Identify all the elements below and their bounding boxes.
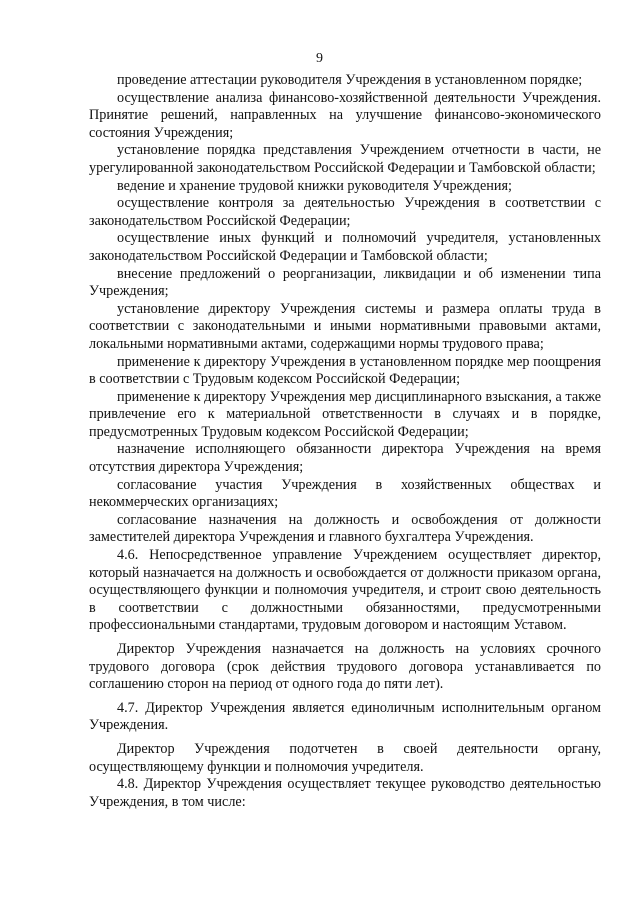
- paragraph-remuneration-system: установление директору Учреждения системы и размера оплаты труда в соответствии с законодательными и иными нормативными правовыми актами, локальными нормативными актами, содержащими нормы трудового права;: [89, 300, 601, 352]
- paragraph-section-4-6: 4.6. Непосредственное управление Учреждением осуществляет директор, который назначается на должность и освобождается от должности приказом органа, осуществляющего функции и полномочия учредителя, и строит свою деятельность в соответствии с должностными обязанностями, предусмотренными профессиональными стандартами, трудовым договором и настоящим Уставом.: [89, 547, 601, 634]
- paragraph-other-functions: осуществление иных функций и полномочий учредителя, установленных законодательством Российской Федерации и Тамбовской области;: [89, 230, 601, 264]
- paragraph-section-4-7: 4.7. Директор Учреждения является единоличным исполнительным органом Учреждения.: [89, 699, 601, 734]
- paragraph-participation-approval: согласование участия Учреждения в хозяйственных обществах и некоммерческих организациях;: [89, 476, 601, 511]
- paragraph-acting-director: назначение исполняющего обязанности директора Учреждения на время отсутствия директора Учреждения;: [89, 441, 601, 476]
- paragraph-section-4-8: 4.8. Директор Учреждения осуществляет текущее руководство деятельностью Учреждения, в том числе:: [89, 776, 601, 810]
- paragraph-attestation: проведение аттестации руководителя Учреждения в установленном порядке;: [117, 72, 583, 88]
- paragraph-director-accountability: Директор Учреждения подотчетен в своей деятельности органу, осуществляющему функции и полномочия учредителя.: [89, 740, 601, 775]
- paragraph-incentives: применение к директору Учреждения в установленном порядке мер поощрения в соответствии с Трудовым кодексом Российской Федерации;: [89, 353, 601, 388]
- paragraph-activity-control: осуществление контроля за деятельностью Учреждения в соответствии с законодательством Российской Федерации;: [89, 195, 601, 229]
- paragraph-reporting-procedure: установление порядка представления Учреждением отчетности в части, не урегулированной законодательством Российской Федерации и Тамбовской области;: [89, 142, 601, 176]
- paragraph-financial-analysis: осуществление анализа финансово-хозяйственной деятельности Учреждения. Принятие решений, направленных на улучшение финансово-экономического состояния Учреждения;: [89, 89, 601, 141]
- paragraph-deputy-appointment: согласование назначения на должность и освобождения от должности заместителей директора Учреждения и главного бухгалтера Учреждения.: [89, 511, 601, 546]
- paragraph-reorganization-proposals: внесение предложений о реорганизации, ликвидации и об изменении типа Учреждения;: [89, 265, 601, 300]
- page-number: 9: [316, 51, 323, 66]
- paragraph-disciplinary-measures: применение к директору Учреждения мер дисциплинарного взыскания, а также привлечение его к материальной ответственности в случаях и в порядке, предусмотренных Трудовым кодексом Российской Федерации;: [89, 388, 601, 440]
- paragraph-work-record-book: ведение и хранение трудовой книжки руководителя Учреждения;: [117, 177, 512, 194]
- document-body: [89, 72, 601, 811]
- paragraph-fixed-term-contract: Директор Учреждения назначается на должность на условиях срочного трудового договора (срок действия трудового договора устанавливается по соглашению сторон на период от одного года до пяти лет).: [89, 641, 601, 693]
